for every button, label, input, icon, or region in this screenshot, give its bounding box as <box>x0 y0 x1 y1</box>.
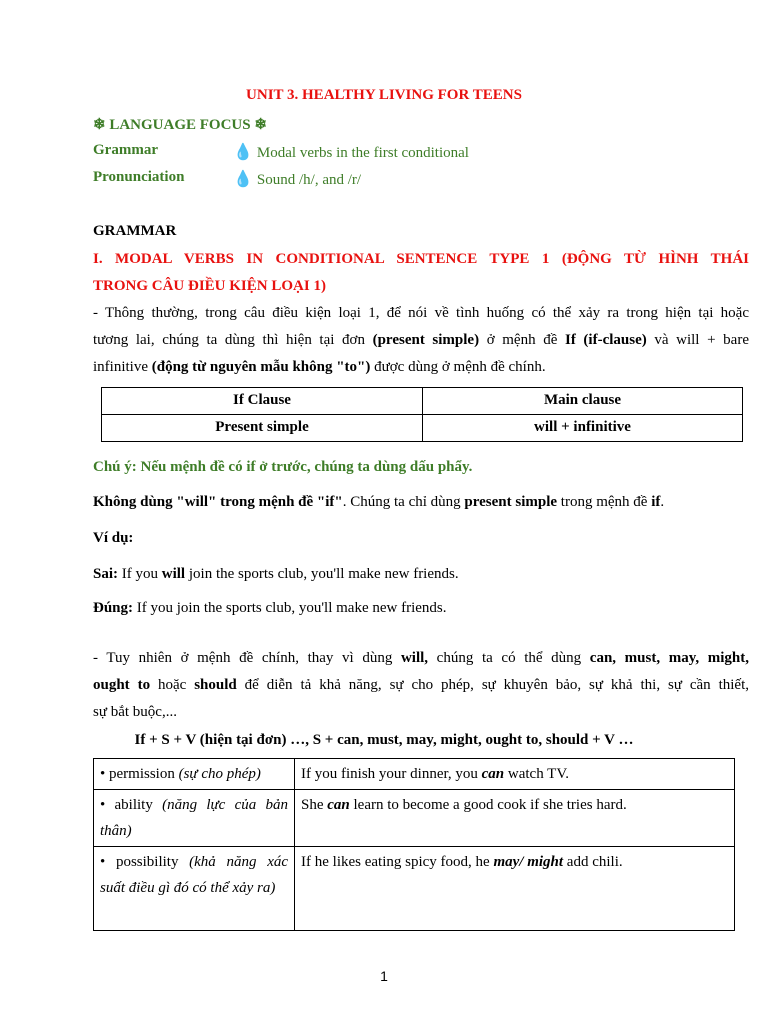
rule-bold: present simple <box>464 494 558 510</box>
water-drop-icon: 💧 <box>233 171 253 188</box>
para-text: để diễn tả khả năng, sự cho phép, sự khuyên bảo, sự khả thi, sự cần thiết, <box>236 677 749 693</box>
intro-text: ở mệnh đề <box>479 332 565 348</box>
conditional-structure-table <box>101 387 743 442</box>
comma-note: Chú ý: Nếu mệnh đề có if ở trước, chúng ta dùng dấu phẩy. <box>93 459 473 475</box>
intro-text: được dùng ở mệnh đề chính. <box>370 359 546 375</box>
pronunciation-focus-value: Sound /h/, and /r/ <box>256 172 362 188</box>
pronunciation-focus-text <box>233 169 361 189</box>
subheading-line-2: TRONG CÂU ĐIỀU KIỆN LOẠI 1) <box>93 278 326 294</box>
modal-usage-table <box>93 758 735 931</box>
grammar-label: Grammar <box>93 142 158 158</box>
para-text: chúng ta có thể dùng <box>428 650 590 666</box>
modal-para-line-2 <box>93 677 749 694</box>
example-text: If he likes eating spicy food, he <box>301 854 494 870</box>
page-number: 1 <box>380 968 388 984</box>
right-example <box>93 600 447 617</box>
table-cell: Present simple <box>102 415 423 442</box>
example-text: join the sports club, you'll make new friends. <box>185 566 459 582</box>
will-rule <box>93 494 664 511</box>
modal-para-line-1 <box>93 650 749 667</box>
table-header-cell: Main clause <box>423 388 743 415</box>
table-header-cell: If Clause <box>102 388 423 415</box>
rule-text: . Chúng ta chỉ dùng <box>342 494 465 510</box>
formula: If + S + V (hiện tại đơn) …, S + can, must, may, might, ought to, should + V … <box>134 732 634 748</box>
intro-text: infinitive <box>93 359 152 375</box>
para-bold: ought to <box>93 677 151 693</box>
wrong-example <box>93 566 459 583</box>
example-cell <box>295 847 735 931</box>
usage-gloss: (khả năng xác suất điều gì đó có thể xảy ra) <box>100 854 289 896</box>
modal-word: can <box>481 766 505 782</box>
para-bold: can, must, may, might, <box>589 650 750 666</box>
example-text: If you <box>118 566 162 582</box>
usage-name: • permission <box>100 766 179 782</box>
grammar-focus-text <box>233 142 469 162</box>
usage-gloss: (sự cho phép) <box>178 766 261 782</box>
usage-cell <box>94 790 295 847</box>
water-drop-icon: 💧 <box>233 144 253 161</box>
unit-title: UNIT 3. HEALTHY LIVING FOR TEENS <box>246 87 522 103</box>
table-row <box>94 759 735 790</box>
para-text: hoặc <box>150 677 195 693</box>
example-bold: will <box>161 566 186 582</box>
modal-word: can <box>327 797 350 813</box>
table-row <box>102 415 743 442</box>
intro-bold: (present simple) <box>372 332 480 348</box>
example-label: Ví dụ: <box>93 530 134 546</box>
para-bold: will, <box>400 650 429 666</box>
example-text: watch TV. <box>504 766 569 782</box>
usage-gloss: (năng lực của bản thân) <box>100 797 288 839</box>
rule-bold: if <box>651 494 661 510</box>
table-row <box>94 790 735 847</box>
rule-text: . <box>660 494 665 510</box>
grammar-focus-value: Modal verbs in the first conditional <box>256 145 469 161</box>
intro-bold: If (if-clause) <box>564 332 647 348</box>
table-cell: will + infinitive <box>423 415 743 442</box>
example-text: She <box>301 797 328 813</box>
intro-bold: (động từ nguyên mẫu không "to") <box>151 359 371 375</box>
usage-name: • possibility <box>100 854 190 870</box>
intro-line-2 <box>93 332 749 349</box>
rule-text: trong mệnh đề <box>557 494 652 510</box>
rule-bold: Không dùng "will" trong mệnh đề "if" <box>93 494 343 510</box>
example-cell <box>295 790 735 847</box>
example-cell <box>295 759 735 790</box>
right-label: Đúng: <box>93 600 134 616</box>
intro-line-1: - Thông thường, trong câu điều kiện loại 1, để nói về tình huống có thể xảy ra trong hiện tại hoặc <box>93 305 749 321</box>
para-text: - Tuy nhiên ở mệnh đề chính, thay vì dùng <box>93 650 401 666</box>
example-text: If you join the sports club, you'll make new friends. <box>133 600 447 616</box>
wrong-label: Sai: <box>93 566 119 582</box>
usage-cell <box>94 759 295 790</box>
table-row <box>94 847 735 931</box>
subheading-line-1: I. MODAL VERBS IN CONDITIONAL SENTENCE TYPE 1 (ĐỘNG TỪ HÌNH THÁI <box>93 251 749 267</box>
intro-line-3 <box>93 359 546 376</box>
example-text: learn to become a good cook if she tries hard. <box>349 797 627 813</box>
usage-name: • ability <box>100 797 163 813</box>
table-row <box>102 388 743 415</box>
intro-text: và will + bare <box>646 332 749 348</box>
grammar-section-heading: GRAMMAR <box>93 223 177 239</box>
language-focus-heading: ❄ LANGUAGE FOCUS ❄ <box>93 117 267 133</box>
pronunciation-label: Pronunciation <box>93 169 185 185</box>
example-text: If you finish your dinner, you <box>301 766 482 782</box>
para-bold: should <box>194 677 237 693</box>
intro-text: tương lai, chúng ta dùng thì hiện tại đơn <box>93 332 373 348</box>
usage-cell <box>94 847 295 931</box>
example-text: add chili. <box>563 854 623 870</box>
modal-para-line-3: sự bắt buộc,... <box>93 704 177 720</box>
modal-word: may/ might <box>493 854 564 870</box>
